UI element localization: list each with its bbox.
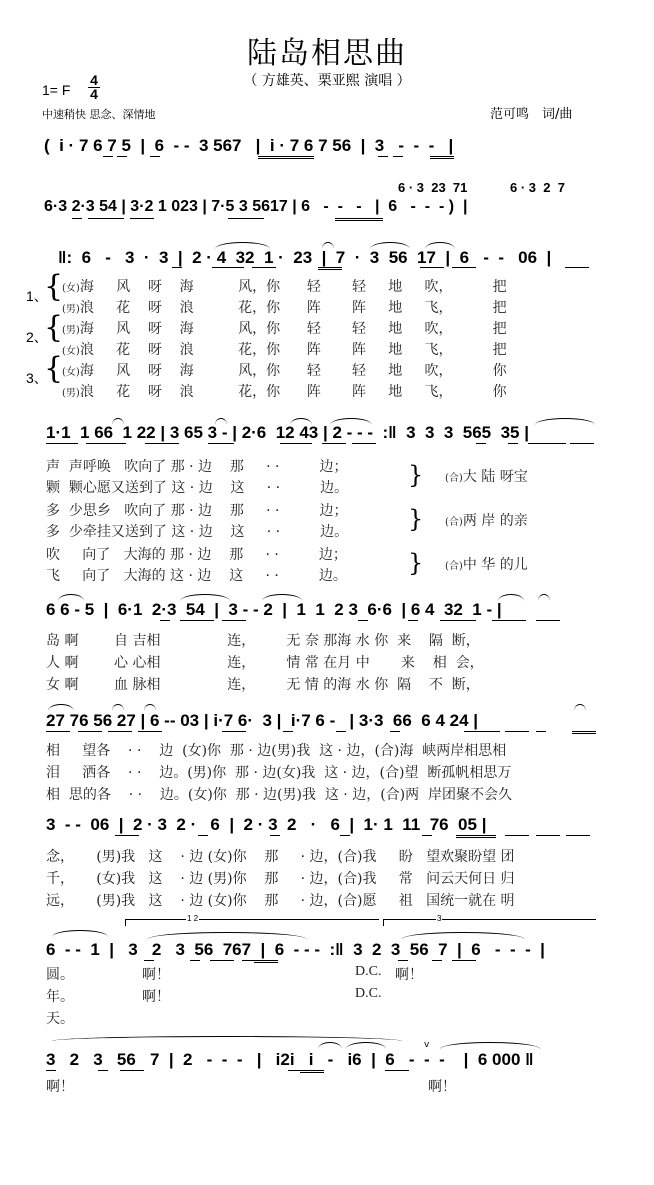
underline (508, 443, 518, 444)
underline (378, 156, 388, 157)
lyric-line: (女)浪 花 呀 浪 花，你 阵 阵 地 飞， 把 (62, 342, 507, 358)
brace: } (408, 505, 424, 533)
slur (215, 418, 227, 425)
verse-notes: ‖: 6 - 3 · 3 | 2 · 4 32 1 · 23 | 7 · 3 56 17 | 6 - - 06 | (58, 248, 552, 267)
underline (452, 267, 476, 268)
underline (393, 156, 403, 157)
underline (452, 960, 476, 961)
volta-2-label: 3 (437, 914, 442, 923)
intro-ossia-a: 6 · 3 23 71 (398, 180, 468, 195)
underline (340, 835, 350, 836)
underline (117, 156, 127, 157)
underline (420, 267, 444, 268)
underline (222, 620, 246, 621)
underline (358, 620, 368, 621)
dc-marking: D.C. (355, 964, 382, 979)
composer-credit: 范可鸣 词/曲 (490, 107, 573, 122)
underline (300, 1072, 324, 1073)
lyric-line: 泪 洒各 · · 边。(男)你 那 · 边(女)我 这 · 边，(合)望 断孤帆相思万 (46, 765, 512, 781)
lyric-line: 女 啊 血 脉相 连， 无 情 的海 水 你 隔 不 断， (46, 677, 480, 693)
slur (322, 242, 334, 249)
slur (535, 418, 595, 425)
underline (103, 156, 113, 157)
lyric-line: 远， (男)我 这 · 边 (女)你 那 · 边，(合)愿 祖 国统一就在 明 (46, 893, 515, 909)
lyric-line: 人 啊 心 心相 连， 情 常 在月 中 来 相 会， (46, 655, 484, 671)
underline (280, 443, 312, 444)
slur (330, 418, 372, 425)
volta-1-label: 1 2 (187, 914, 199, 923)
intro-line-2: 6·3 2·3 54 | 3·2 1 023 | 7·5 3 5617 | 6 - - - | 6 - - - ) | (44, 198, 468, 215)
lyric-ah-final: 啊！ (428, 1079, 456, 1095)
underline (322, 443, 346, 444)
underline (46, 731, 70, 732)
slur (144, 704, 156, 711)
performers: （ 方雄英、栗亚熙 演唱 ） (243, 73, 411, 89)
underline (422, 835, 432, 836)
volta-bracket-1 (125, 919, 379, 926)
slur (52, 930, 108, 937)
underline (98, 1070, 108, 1071)
brace: { (44, 351, 64, 386)
slur (402, 932, 524, 939)
lyric-line: (男)浪 花 呀 浪 花，你 阵 阵 地 飞， 你 (62, 384, 507, 400)
underline (408, 620, 418, 621)
lyric-line: 千， (女)我 这 · 边 (男)你 那 · 边，(合)我 常 问云天何日 归 (46, 871, 515, 887)
lyric-line: (男)海 风 呀 海 风，你 轻 轻 地 吹， 把 (62, 321, 507, 337)
slur (440, 1042, 540, 1049)
slur (112, 704, 124, 711)
underline (138, 731, 162, 732)
brace: { (44, 269, 64, 304)
lyric-ah-1: 啊！ (142, 967, 170, 983)
intro-ossia-b: 6 · 3 2 7 (510, 180, 565, 195)
lyric-line: 声 声呼唤 吹向了 那 · 边 那 · · 边； (46, 459, 348, 475)
time-signature (88, 74, 100, 101)
slur (215, 242, 270, 249)
section-5-notes: 3 - - 06 | 2 · 3 2 · 6 | 2 · 3 2 · 6 | 1· 1 11 76 05 | (46, 815, 487, 834)
lyric-ah-coda: 啊！ (46, 1079, 74, 1095)
underline (335, 218, 383, 219)
underline (46, 443, 78, 444)
underline (78, 731, 102, 732)
underline (86, 443, 126, 444)
intro-line-1: ( i · 7 6 7 5 | 6 - - 3 567 | i · 7 6 7 56 | 3 - - - | (44, 136, 454, 155)
underline (283, 731, 293, 732)
underline (385, 1070, 409, 1071)
brace: { (44, 310, 64, 345)
underline (570, 443, 594, 444)
underline (115, 835, 139, 836)
underline (144, 960, 154, 961)
lyric-line: (女)海 风 呀 海 风，你 轻 轻 地 吹， 你 (62, 363, 507, 379)
slur (290, 418, 312, 425)
brace: } (408, 461, 424, 489)
chorus-lyric: (合)中 华 的儿 (445, 557, 528, 573)
underline (456, 835, 496, 836)
slur (498, 594, 524, 601)
lyric-line: 岛 啊 自 吉相 连， 无 奈 那海 水 你 来 隔 断， (46, 633, 480, 649)
lyric-ah-volta2: 啊！ (395, 967, 423, 983)
lyric-line: 相 思的各 · · 边。(女)你 那 · 边(男)我 这 · 边，(合)两 岸团聚不会久 (46, 787, 513, 803)
brace: } (408, 549, 424, 577)
underline (160, 620, 170, 621)
underline (536, 620, 560, 621)
underline (198, 835, 208, 836)
song-title: 陆岛相思曲 (247, 36, 407, 71)
lyric-line: 相 望各 · · 边 (女)你 那 · 边(男)我 这 · 边，(合)海 峡两岸相思相 (46, 743, 507, 759)
lyric-line: (男)浪 花 呀 浪 花，你 阵 阵 地 飞， 把 (62, 300, 507, 316)
underline (492, 620, 526, 621)
underline (210, 960, 234, 961)
slur (180, 594, 230, 601)
underline (432, 960, 442, 961)
underline (352, 443, 376, 444)
underline (242, 960, 278, 961)
lyric-line: (女)海 风 呀 海 风，你 轻 轻 地 吹， 把 (62, 279, 507, 295)
lyric-end-2: 年。 (46, 989, 74, 1005)
slur (425, 242, 455, 249)
verse-number-3: 3、 (26, 370, 48, 386)
slur (370, 242, 410, 249)
underline (505, 835, 529, 836)
underline (150, 156, 160, 157)
breath-mark: v (424, 1040, 430, 1050)
section-4-notes: 27 76 56 27 | 6 -- 03 | i·7 6· 3 | i·7 6 - | 3·3 66 6 4 24 | (46, 711, 479, 730)
section-3-notes: 6 6 - 5 | 6·1 2·3 54 | 3 - - 2 | 1 1 2 3 6·6 | 6 4 32 1 - | (46, 600, 502, 619)
underline (335, 220, 383, 221)
lyric-end-3: 天。 (46, 1011, 74, 1027)
underline (172, 267, 182, 268)
underline (456, 837, 496, 838)
lyric-line: 吹 向了 大海的 那 · 边 那 · · 边； (46, 547, 347, 563)
lyric-line: 多 少牵挂又送到了 这 · 边 这 · · 边。 (46, 524, 349, 540)
underline (228, 218, 264, 219)
verse-number-1: 1、 (26, 288, 48, 304)
underline (430, 158, 454, 159)
underline (108, 731, 132, 732)
underline (46, 1070, 56, 1071)
key-signature: 1= F (42, 82, 71, 98)
underline (120, 1070, 144, 1071)
underline (190, 960, 200, 961)
slur (574, 704, 586, 711)
underline (390, 731, 400, 732)
underline (430, 156, 454, 157)
underline (212, 267, 244, 268)
underline (180, 620, 214, 621)
slur (48, 704, 74, 711)
dc-marking: D.C. (355, 986, 382, 1001)
slur (262, 594, 302, 601)
lyric-line: 念， (男)我 这 · 边 (女)你 那 · 边，(合)我 盼 望欢聚盼望 团 (46, 849, 515, 865)
underline (572, 733, 596, 734)
slur (318, 1042, 342, 1049)
underline (566, 835, 590, 836)
underline (130, 218, 154, 219)
lyric-line: 多 少思乡 吹向了 那 · 边 那 · · 边； (46, 503, 348, 519)
underline (258, 158, 314, 159)
underline (254, 962, 278, 963)
underline (565, 267, 589, 268)
underline (252, 267, 276, 268)
lyric-line: 飞 向了 大海的 这 · 边 这 · · 边。 (46, 568, 347, 584)
chorus-lyric: (合)两 岸 的亲 (445, 513, 528, 529)
slur (52, 1036, 402, 1041)
underline (270, 835, 280, 836)
underline (572, 731, 596, 732)
chorus-lyric: (合)大 陆 呀宝 (445, 469, 528, 485)
coda-notes: 3 2 3 56 7 | 2 - - - | i2i i - i6 | 6 - - - | 6 000 ‖ (46, 1050, 534, 1069)
volta-notes: 6 - - 1 | 3 2 3 56 767 | 6 - - - :‖ 3 2 3 56 7 | 6 - - - | (46, 940, 545, 959)
lyric-ah-2: 啊！ (142, 989, 170, 1005)
underline (528, 443, 566, 444)
underline (536, 835, 560, 836)
lyric-end-1: 圆。 (46, 967, 74, 983)
underline (464, 731, 500, 732)
underline (318, 267, 342, 268)
slur (346, 1042, 386, 1049)
underline (88, 218, 124, 219)
underline (536, 731, 546, 732)
underline (398, 960, 408, 961)
lyric-line: 颗 颗心愿又送到了 这 · 边 这 · · 边。 (46, 480, 349, 496)
underline (336, 731, 346, 732)
refrain-notes: 1·1 1 66 1 22 | 3 65 3 - | 2·6 12 43 | 2 - - - :‖ 3 3 3 565 35 | (46, 423, 529, 442)
tempo-marking: 中速稍快 思念、深情地 (42, 108, 156, 121)
underline (440, 620, 476, 621)
underline (505, 731, 529, 732)
underline (288, 1070, 324, 1071)
time-sig-denominator: 4 (88, 87, 100, 101)
underline (208, 443, 234, 444)
slur (112, 418, 124, 425)
slur (148, 932, 306, 939)
underline (318, 269, 342, 270)
underline (145, 443, 179, 444)
underline (222, 731, 246, 732)
underline (476, 443, 486, 444)
underline (258, 156, 314, 157)
slur (58, 594, 84, 601)
slur (538, 594, 550, 601)
underline (72, 218, 82, 219)
time-sig-numerator: 4 (90, 72, 98, 88)
verse-number-2: 2、 (26, 329, 48, 345)
volta-bracket-2 (383, 919, 596, 926)
